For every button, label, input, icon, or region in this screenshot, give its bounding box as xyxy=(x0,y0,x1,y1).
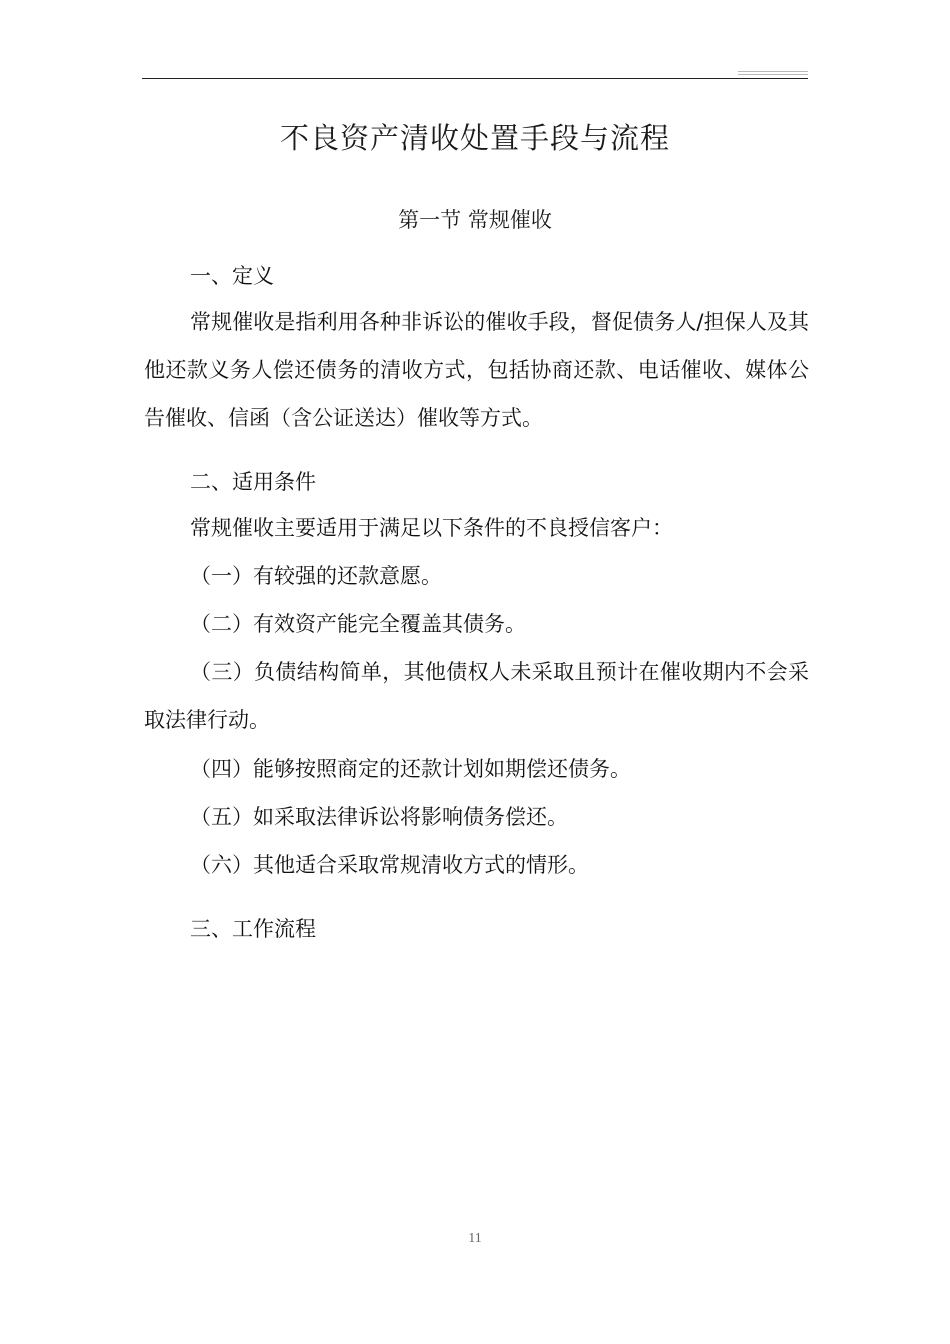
heading-definition: 一、定义 xyxy=(190,264,274,288)
heading-workflow: 三、工作流程 xyxy=(190,917,316,941)
section-title: 第一节 常规催收 xyxy=(398,208,552,232)
condition-item: （三）负债结构简单，其他债权人未采取且预计在催收期内不会采取法律行动。 xyxy=(144,660,809,732)
definition-paragraph: 常规催收是指利用各种非诉讼的催收手段，督促债务人/担保人及其他还款义务人偿还债务的清收方式，包括协商还款、电话催收、媒体公告催收、信函（含公证送达）催收等方式。 xyxy=(144,310,809,430)
conditions-intro: 常规催收主要适用于满足以下条件的不良授信客户： xyxy=(190,516,673,540)
heading-conditions: 二、适用条件 xyxy=(190,470,316,494)
condition-item: （四）能够按照商定的还款计划如期偿还债务。 xyxy=(190,757,631,781)
condition-item: （六）其他适合采取常规清收方式的情形。 xyxy=(190,853,589,877)
header-mark xyxy=(738,74,808,75)
condition-item: （一）有较强的还款意愿。 xyxy=(190,564,442,588)
header-mark xyxy=(738,71,808,72)
header-rule xyxy=(142,78,808,79)
document-title: 不良资产清收处置手段与流程 xyxy=(279,121,670,155)
condition-item: （五）如采取法律诉讼将影响债务偿还。 xyxy=(190,805,568,829)
condition-item: （二）有效资产能完全覆盖其债务。 xyxy=(190,612,526,636)
page-number: 11 xyxy=(468,1231,482,1246)
